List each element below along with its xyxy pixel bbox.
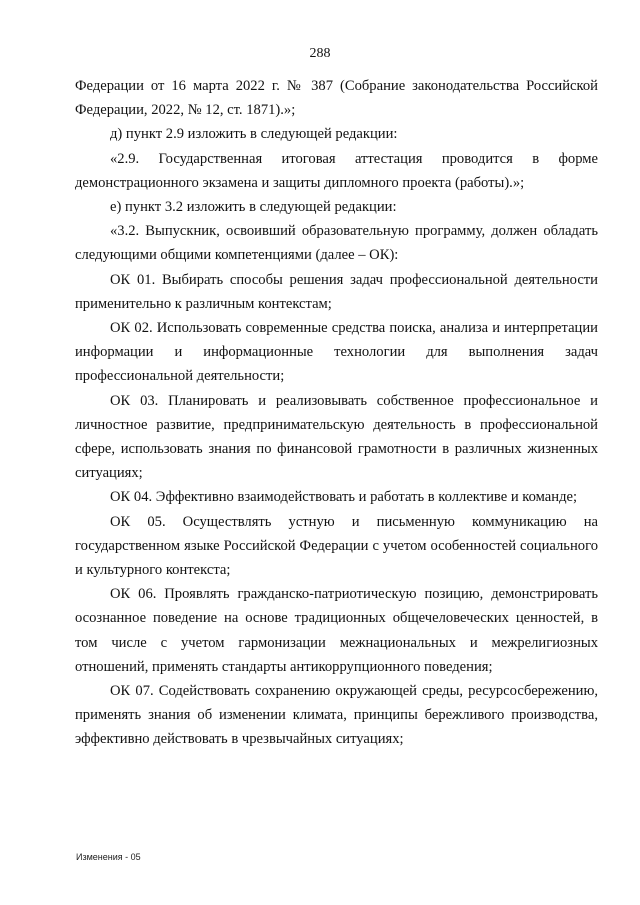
paragraph-2-9: «2.9. Государственная итоговая аттестация проводится в форме демонстрационного экзамена и защиты дипломного проекта (работы).»; xyxy=(75,150,598,191)
competency-ok-02: ОК 02. Использовать современные средства поиска, анализа и интерпретации информации и информационные технологии для выполнения задач профессиональной деятельности; xyxy=(75,320,598,385)
competency-ok-04: ОК 04. Эффективно взаимодействовать и работать в коллективе и команде; xyxy=(110,489,578,506)
paragraph-item-d: д) пункт 2.9 изложить в следующей редакции: xyxy=(110,126,398,143)
document-body xyxy=(75,74,598,752)
paragraph-item-e: е) пункт 3.2 изложить в следующей редакции: xyxy=(110,199,397,216)
paragraph-3-2: «3.2. Выпускник, освоивший образовательную программу, должен обладать следующими общими компетенциями (далее – ОК): xyxy=(75,223,598,264)
page-number: 288 xyxy=(309,46,331,61)
footer-revision-note: Изменения - 05 xyxy=(76,852,141,862)
competency-ok-03: ОК 03. Планировать и реализовывать собственное профессиональное и личностное развитие, предпринимательскую деятельность в профессиональной сфере, использовать знания по финансовой грамотности в различных жизненных ситуациях; xyxy=(75,392,598,482)
paragraph-continuation: Федерации от 16 марта 2022 г. № 387 (Собрание законодательства Российской Федерации, 2022, № 12, ст. 1871).»; xyxy=(75,78,598,119)
competency-ok-01: ОК 01. Выбирать способы решения задач профессиональной деятельности применительно к различным контекстам; xyxy=(75,271,598,312)
competency-ok-07: ОК 07. Содействовать сохранению окружающей среды, ресурсосбережению, применять знания об изменении климата, принципы бережливого производства, эффективно действовать в чрезвычайных ситуациях; xyxy=(75,683,598,748)
competency-ok-06: ОК 06. Проявлять гражданско-патриотическую позицию, демонстрировать осознанное поведение на основе традиционных общечеловеческих ценностей, в том числе с учетом гармонизации межнациональных и межрелигиозных отношений, применять стандарты антикоррупционного поведения; xyxy=(75,586,598,675)
competency-ok-05: ОК 05. Осуществлять устную и письменную коммуникацию на государственном языке Российской Федерации с учетом особенностей социального и культурного контекста; xyxy=(75,513,598,579)
